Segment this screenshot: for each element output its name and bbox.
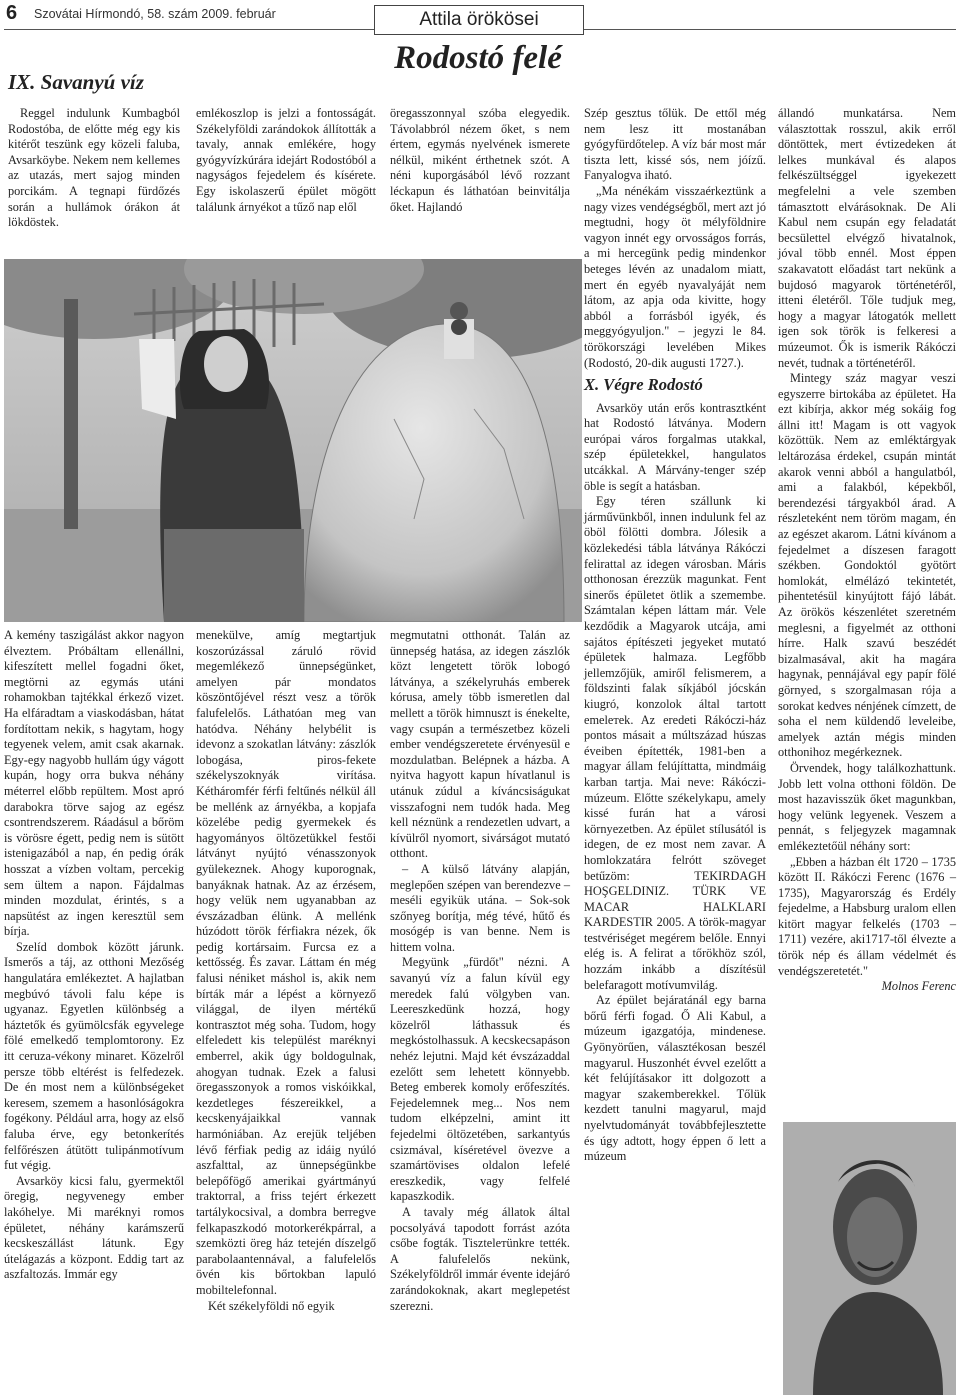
paragraph: állandó munkatársa. Nem választottak rosszul, akik erről döntöttek, mert évtizedeken át lelkes munkával és alapos felkészültséggel igyekezett megfelelni a vele szemben támasztott elvárásoknak. De Ali Kabul nem csupán egy feladatát becsülettel elvégző hivatalnok, jóval több ennél. Most éppen szakavatott előadást tart nekünk a bujdosó magyarok történetéről, itteni életéről. Tőle tudjuk meg, hogy a magyar látogatók mellett igen sok török is felkeresi a múzeumot. Ők is ismerik Rákóczi nevét, tudnak a történetéről. bbox=[778, 106, 956, 370]
series-title: Attila örökösei bbox=[374, 5, 584, 35]
paragraph: – A külső látvány alapján, meglepően szépen van berendezve – meséli egyikük utána. – Sok-sok szőnyeg borítja, még tévé, hűtő és mosógép is van benne. Nem is hittem volna. bbox=[390, 861, 570, 954]
column-3-top bbox=[390, 106, 570, 215]
paragraph: megmutatni otthonát. Talán az ünnepség hatása, az idegen zászlók közt lengetett török lobogó látványa, a székelyruhás emberek kórusa, amely több ismeretlen dal mellett a török himnuszt is énekelte, vagy csupán a természetbez közeli ember vendégszeretete érvényesül e mozdulatban. Belépnek a házba. A nyitva hagyott kapun hívatlanul is utánuk zúdul a kíváncsiságukat visszafogni nem tudók hada. Meg kell néznünk a rendezetlen udvart, a kívülről nyomort, sivárságot mutató otthont. bbox=[390, 628, 570, 861]
paragraph: menekülve, amíg megtartjuk koszorúzással záruló rövid megemlékező ünnepségünket, amelyen pár mondatos köszöntőjével részt vesz a török falufelelős. Láthatóan meg van hatódva. Néhány helybélit is idevonz a szokatlan látvány: zászlók lobogása, piros-fekete székelyszoknyák virítása. Kétháromfér férfi feltűnés nélkül áll be mellénk az árnyékba, a kopjafa közelébe pedig gyermekek és hagyományos öltözetükkel festői látványt nyújtó vénasszonyok gyülekeznek. Ahogy kuporognak, banyáknak hatnak. Az az érzésem, hogy velük nem ugyanabban az évszázadban élünk. A mellénk húzódott török férfiakra nézek, ők pedig kortársaim. Furcsa ez a kettősség. És zavar. Láttam én még falusi néniket máshol is, akik nem bírták már a lépést a környező világgal, de ilyen mértékű kontrasztot még soha. Tudom, hogy elfeledett kis települést maréknyi emberrel, akik úgy boldogulnak, ahogyan tudnak. Ezek a falusi öregasszonyok a romos viskóikkal, kezdetleges fészereikkel, a kecskenyájaikkal vannak harmóniában. Az erejük teljében lévő férfiak pedig az idáig nyúló aszfalttal, az ünnepségünkbe belepőfögő amerikai gyártmányú traktorral, a friss tejért érkezett tartálykocsival, a dombra berregve felkapaszkodó motorkerékpárral, a szemközti öreg ház tetején díszelgő parabolaantennával, a falufelelős övén kis bőrtokban lapuló mobiltelefonnal. bbox=[196, 628, 376, 1297]
page-number: 6 bbox=[6, 2, 18, 24]
photo-illustration bbox=[4, 259, 582, 622]
paragraph: öregasszonnyal szóba elegyedik. Távolabbról nézem őket, s nem értem, egymás nyelvének ismerete nélkül, miként érthetnek szót. A néni kuporgásából lévő rozzant léckapun és láthatóan beinvitálja őket. Hajlandó bbox=[390, 106, 570, 214]
paragraph: emlékoszlop is jelzi a fontosságát. Székelyföldi zarándokok állították a tavaly, annak emlékére, hogy gyógyvízkúrára idejárt Rodostóból a nagyságos fejedelem és kísérete. Egy iskolaszerű épület mögött találunk árnyékot a tűző nap elől bbox=[196, 106, 376, 214]
paragraph: „Ma nénékám visszaérkeztünk a nagy vizes vendégségből, mert azt jó megtudni, hogy öt mélyföldnire vagyon innét egy orvosságos forrás, a mi hercegünk pedig mindenkor beteges lévén az unadalom miatt, mert én egyéb nyavalyáját nem látom, az apja oda kivitte, hogy abból a forrásból igyék, és meggyógyuljon." – jegyzi le 84. törökországi levelében Mikes (Rodostó, 20-dik augusti 1727.). bbox=[584, 183, 766, 370]
column-1-bottom bbox=[4, 628, 184, 1283]
paragraph: Két székelyföldi nő egyik bbox=[208, 1298, 335, 1313]
paragraph: Avsarköy után erős kontrasztként hat Rodostó látványa. Modern európai város forgalmas utakkal, szép épületekkel, hangulatos utcákkal. A Márvány-tenger szép öble is segít a hatásban. bbox=[584, 400, 766, 493]
author-signature: Molnos Ferenc bbox=[881, 979, 956, 994]
publication-line: Szovátai Hírmondó, 58. szám 2009. február bbox=[34, 7, 276, 21]
paragraph: Megyünk „fürdőt" nézni. A savanyú víz a falun kívül egy meredek falú völgyben van. Leereszkedünk hozzá, hogy közelről láthassuk és megkóstolhassuk. A kecskecsapáson nehéz lejutni. Majd két évszázaddal ezelőtt sem lehetett könnyebb. Beteg emberek komoly erőfeszítés. Fejedelemnek meg... Nos nem tudom elképzelni, amint itt fejedelmi öltözetében, sarkantyús csizmával, kíséretével övezve a szamártövises oldalon lefelé ereszkedik, vagy felfelé kapaszkodik. bbox=[390, 955, 570, 1204]
chapter-title: IX. Savanyú víz bbox=[8, 70, 144, 94]
photo-old-woman-stone-dome bbox=[4, 259, 582, 622]
paragraph: „Ebben a házban élt 1720 – 1735 között II. Rákóczi Ferenc (1676 – 1735), Magyarország és Erdély fejedelme, a Habsburg uralom ellen kitört magyar felkelés (1703 – 1711) vezére, aki1717-től élvezte a török nép és állam védelmét és vendégszeretetét." bbox=[778, 854, 956, 978]
column-1-top bbox=[8, 106, 180, 231]
paragraph: Az épület bejáratánál egy barna bőrű férfi fogad. Ő Ali Kabul, a múzeum igazgatója, mindenese. Gyönyörűen, választékosan beszél magyarul. Huszonhét évvel ezelőtt a két felújításakor itt dolgozott a magyar szakemberekkel. Tőlük kezdett tanulni magyarul, majd nyelvtudományát továbbfejlesztette és úgy adtott, hogy éppen ő lett a múzeum bbox=[584, 993, 766, 1164]
paragraph: Szép gesztus tőlük. De ettől még nem lesz itt mostanában gyógyfürdőtelep. A víz bár most már tiszta lett, kissé sós, nem jóízű. Fanyalogva iható. bbox=[584, 106, 766, 183]
article-headline: Rodostó felé bbox=[394, 40, 562, 76]
paragraph: Reggel indulunk Kumbagból Rodostóba, de előtte még egy kis kitérőt teszünk egy közeli faluba, Avsarköybe. Nekem nem kellemes az utazás, mert sajog minden porcikám. A tegnapi fürdőzés során a hullámok órákon át lökdöstek. bbox=[8, 106, 180, 230]
column-3-bottom bbox=[390, 628, 570, 1314]
bust-illustration bbox=[783, 1122, 956, 1395]
paragraph: A kemény taszigálást akkor nagyon élveztem. Próbáltam ellenállni, kifeszített mellel fogadni őket, megtörni az egymás utáni rohamokban tajtékkal érkező vizet. Ha elfáradtam a viaskodásban, hátat fordítottam nekik, s hagytam, hogy tegyenek velem, amit csak akarnak. Egy-egy nagyobb hullám úgy vágott kupán, hogy orra bukva néhány méterrel előbb repültem. Most apró darabokra törve sajog az egész csontrendszerem. Ráadásul a bőröm is vörösre égett, pedig nem is sütött istenigazából a nap, én pedig órák hosszat a vízben voltam, percekig sem ültem a napon. Fájdalmas minden mozdulat, érintés, s a napsütést az ingen keresztül sem bírja. bbox=[4, 628, 184, 939]
section-heading: X. Végre Rodostó bbox=[584, 375, 703, 395]
paragraph: Mintegy száz magyar veszi egyszerre birtokába az épületet. Ha ezt kibírja, akkor még sokáig fog állni itt! Magam is ott vagyok közöttük. Nem az emléktárgyak leltározása érdekel, csupán mintát akarok venni abból a hangulatból, ami a falakból, képekből, berendezési tárgyakból árad. A részleteként nem töröm magam, én az egészet akarom. Látni kívánom a fejedelmet a díszesen faragott székben. Gondoktól gyötört homlokát, elmélázó tekintetét, pihentetésül kinyújtott fájó lábát. Az örökös készenlétet szeretném meglesni, a figyelmét az otthoni hírre. Halk szavú beszédét bizalmasával, akit ha magára hagynak, pennájával egy papír fölé görnyed, s szorgalmasan rója a sorokat kedves nénjének címzett, de soha el nem küldendő leveleibe, amelyek aztán mégis minden otthonihoz megérkeznek. bbox=[778, 371, 956, 760]
column-2-top bbox=[196, 106, 376, 215]
photo-rakoczi-bust bbox=[783, 1122, 956, 1395]
column-5 bbox=[778, 106, 956, 995]
column-4 bbox=[584, 106, 766, 1165]
paragraph: A tavaly még állatok által pocsolyává tapodott forrást azóta csőbe fogták. Tisztelетünkre tették. A falufelelős nekünk, Székelyföldről immár évente idejáró zarándokoknak, akart meglepetést szerezni. bbox=[390, 1204, 570, 1313]
paragraph: Szelíd dombok között járunk. Ismerős a táj, az otthoni Mezőség hangulatára emlékeztet. A hajlatban megbúvó távoli falu képe is ugyanaz. Egyetlen különbség a háztetők és gyümölcsfák egyvelege fölé emelkedő templomtorony. Ez itt ceruza-vékony minaret. Közelről persze több eltérést is felfedezek. De én most nem a különbségeket keresem, szemem a hasonlóságokra fogékony. Például arra, hogy az első faluba érve, egy betonkerítés felfőrészen átütött tulipánmotívum fut végig. bbox=[4, 939, 184, 1173]
column-2-bottom bbox=[196, 628, 376, 1314]
paragraph: Örvendek, hogy találkozhattunk. Jobb lett volna otthoni földön. De most hazavisszük őket magunkban, hogy velünk legyenek. Veszem a pennát, s feljegyzek magamnak emlékeztetőül néhány sort: bbox=[778, 760, 956, 853]
paragraph: Egy téren szállunk ki járművünkből, innen indulunk fel az öböl fölötti dombra. Jólesik a közlekedési tábla látványa Rákóczi felirattal az idegen városban. Máris otthonosan érezzük magunkat. Fent sinerős épületet ötlik a szemembe. Számtalan képen láttam már. Vele kezdődik a Magyarok utcája, ami sajátos építészeti jegyeket mutató épületek halmaza. Legfőbb jellemzőjük, amiről felismerem, a földszinti falak síkjából jócskán kiugró, konzolok által tartott emelетek. Az eredeti Rákóczi-ház pontos másait a múltszázad húszas éveiben építették, 1981-ben a magyar állam felújíttatta, mindmáig karban tartja. Mai neve: Rákóczi-múzeum. Előtte székelykapu, amely kissé furán hat a városi környezetben. Az épület stílusától is idegen, de ez most nem zavar. A homlokzatára felrótt szöveget betűzöm: TEKIRDAGH HOŞGELDINIZ. TÜRK VE MACAR HALKLARI KARDESTIR 2005. A török-magyar testvériséget megérem belőle. Ennyi elég is. A felirat a tőrökhöz szól, hozzám inkább a díszítésül belefaragott motívumvilág. bbox=[584, 494, 766, 992]
paragraph: Avsarköy kicsi falu, gyermektől öregig, negyvenegy ember lakóhelye. Mi maréknyi romos épületet, néhány karámszerű kecskeszállást látunk. Egy útelágazás a központ. Eddig tart az aszfaltozás. Immár egy bbox=[4, 1173, 184, 1282]
